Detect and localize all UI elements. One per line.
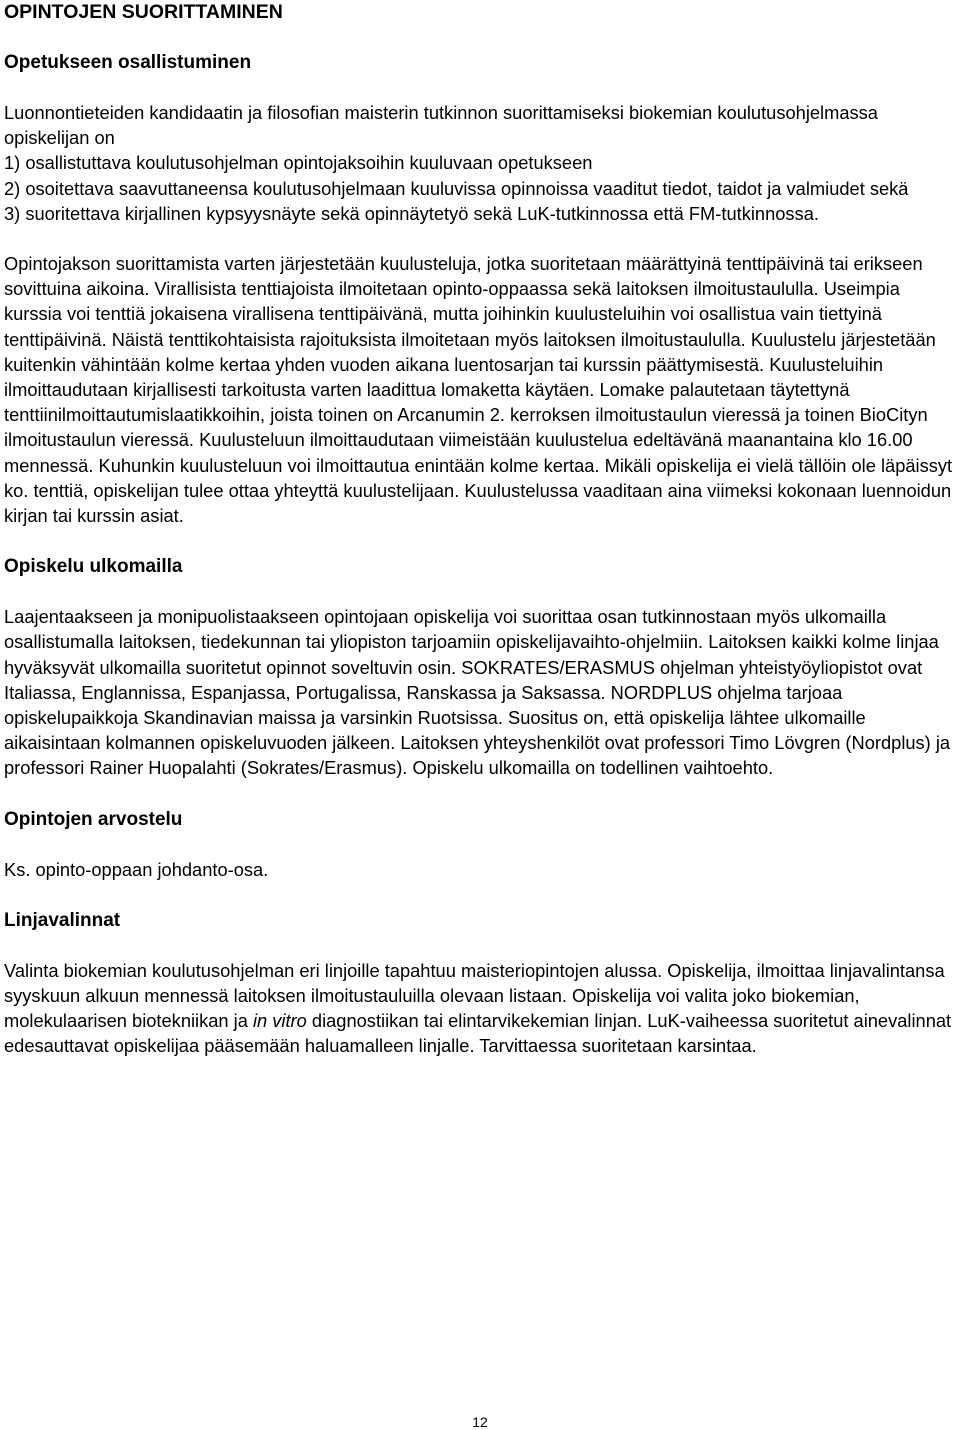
section-heading-opintojen-arvostelu: Opintojen arvostelu: [4, 808, 183, 830]
document-title: OPINTOJEN SUORITTAMINEN: [4, 1, 283, 23]
list-item: 2) osoitettava saavuttaneensa koulutusohjelmaan kuuluvissa opinnoissa vaaditut tiedot, taidot ja valmiudet sekä: [4, 177, 909, 199]
abroad-paragraph: Laajentaakseen ja monipuolistaakseen opintojaan opiskelija voi suorittaa osan tutkinnostaan myös ulkomailla osallistumalla laitoksen, tiedekunnan tai yliopiston tarjoamiin opiskelijavaihto-ohjelmiin. Laitoksen kaikki kolme linjaa hyväksyvät ulkomailla suoritetut opinnot soveltuvin osin. SOKRATES/ERASMUS ohjelman yhteistyöyliopistot ovat Italiassa, Englannissa, Espanjassa, Portugalissa, Ranskassa ja Saksassa. NORDPLUS ohjelma tarjoaa opiskelupaikkoja Skandinavian maissa ja varsinkin Ruotsissa. Suositus on, että opiskelija lähtee ulkomaille aikaisintaan kolmannen opiskeluvuoden jälkeen. Laitoksen yhteyshenkilöt ovat professori Timo Lövgren (Nordplus) ja professori Rainer Huopalahti (Sokrates/Erasmus). Opiskelu ulkomailla on todellinen vaihtoehto.: [4, 606, 951, 779]
exam-paragraph: Opintojakson suorittamista varten järjestetään kuulusteluja, jotka suoritetaan määrättyinä tenttipäivinä tai erikseen sovittuina aikoina. Virallisista tenttiajoista ilmoitetaan opinto-oppaassa sekä laitoksen ilmoitustaululla. Useimpia kurssia voi tenttiä jokaisena virallisena tenttipäivänä, mutta joihinkin kuulusteluihin voi osallistua vain tiettyinä tenttipäivinä. Näistä tenttikohtaisista rajoituksista ilmoitetaan myös laitoksen ilmoitustaululla. Kuulustelu järjestetään kuitenkin vähintään kolme kertaa yhden vuoden aikana luentosarjan tai kurssin päättymisestä. Kuulusteluihin ilmoittaudutaan kirjallisesti tarkoitusta varten laadittua lomaketta käytäen. Lomake palautetaan täytettynä tenttiinilmoittautumislaatikkoihin, joista toinen on Arcanumin 2. kerroksen ilmoitustaulun vieressä ja toinen BioCityn ilmoitustaulun vieressä. Kuulusteluun ilmoittaudutaan viimeistään kuulustelua edeltävänä maanantaina klo 16.00 mennessä. Kuhunkin kuulusteluun voi ilmoittautua enintään kolme kertaa. Mikäli opiskelija ei vielä tällöin ole läpäissyt ko. tenttiä, opiskelijan tulee ottaa yhteyttä kuulustelijaan. Kuulustelussa vaaditaan aina viimeksi kokonaan luennoidun kirjan tai kurssin asiat.: [4, 253, 953, 527]
in-vitro-emphasis: in vitro: [252, 1010, 307, 1032]
section-heading-opetukseen-osallistuminen: Opetukseen osallistuminen: [4, 52, 252, 73]
intro-paragraph: Luonnontieteiden kandidaatin ja filosofian maisterin tutkinnon suorittamiseksi biokemian koulutusohjelmassa opiskelijan on: [4, 102, 878, 149]
section-heading-linjavalinnat: Linjavalinnat: [4, 909, 121, 931]
section-opetukseen-osallistuminen: [4, 100, 954, 528]
line-selection-text: diagnostiikan tai elintarvikekemian linjan. LuK-vaiheessa suoritetut ainevalinnat edesauttavat opiskelijaa pääsemään haluamalleen linjalle. Tarvittaessa suoritetaan karsintaa.: [4, 1010, 952, 1057]
list-item: 1) osallistuttava koulutusohjelman opintojaksoihin kuuluvaan opetukseen: [4, 152, 593, 174]
grading-paragraph: Ks. opinto-oppaan johdanto-osa.: [4, 858, 269, 880]
section-heading-opiskelu-ulkomailla: Opiskelu ulkomailla: [4, 556, 183, 578]
list-item: 3) suoritettava kirjallinen kypsyysnäyte sekä opinnäytetyö sekä LuK-tutkinnossa että FM-tutkinnossa.: [4, 202, 819, 224]
line-selection-text: Valinta biokemian koulutusohjelman eri linjoille tapahtuu maisteriopintojen alussa. Opiskelija, ilmoittaa linjavalintansa syyskuun alkuun mennessä laitoksen ilmoitustauluilla olevaan listaan. Opiskelija voi valita joko biokemian, molekulaarisen biotekniikan ja: [4, 959, 945, 1032]
line-selection-paragraph: [4, 958, 954, 1059]
document-page: [4, 0, 954, 1059]
page-number: 12: [472, 1414, 488, 1430]
requirements-list: [4, 150, 954, 226]
